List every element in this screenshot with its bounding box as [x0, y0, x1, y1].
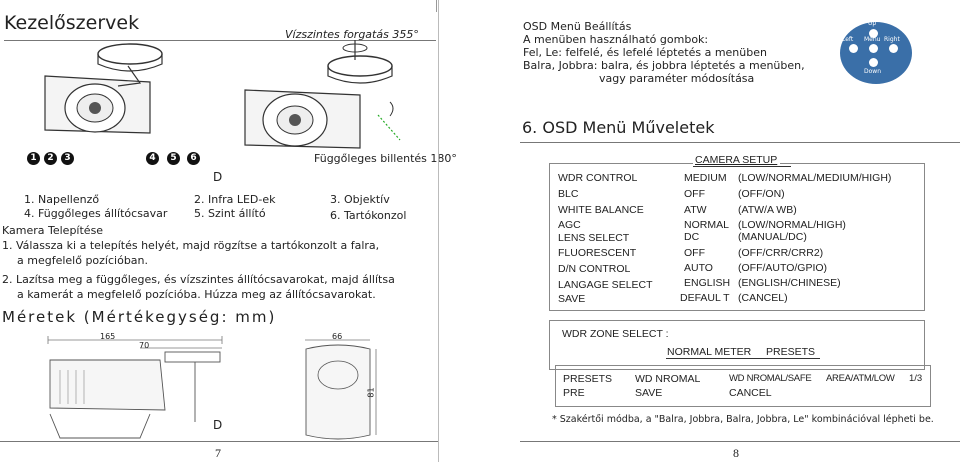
setup-options-fluorescent: (OFF/CRR/CRR2)	[738, 247, 824, 259]
page-divider	[438, 0, 439, 462]
setup-value-lens-select[interactable]: DC	[684, 231, 700, 243]
osd-line-4: vagy paraméter módosítása	[599, 72, 755, 85]
setup-value-white-balance[interactable]: ATW	[684, 204, 707, 216]
marker-6: 6	[187, 152, 200, 165]
setup-options-wdr-control: (LOW/NORMAL/MEDIUM/HIGH)	[738, 172, 892, 184]
setup-value-agc[interactable]: NORMAL	[684, 219, 729, 231]
vertical-tilt-label: Függőleges billentés 180°	[314, 152, 457, 165]
legend-5: 5. Szint állító	[194, 207, 266, 220]
osd-line-2: Fel, Le: felfelé, és lefelé léptetés a menüben	[523, 46, 767, 59]
presets-row2-col1: PRE	[563, 387, 585, 399]
dimension-drawing-front	[300, 335, 390, 445]
marker-1: 1	[27, 152, 40, 165]
dim-165: 165	[100, 332, 116, 341]
wdr-zone-title: WDR ZONE SELECT :	[562, 328, 669, 340]
osd-title: OSD Menü Beállítás	[523, 20, 632, 33]
setup-options-dn-control: (OFF/AUTO/GPIO)	[738, 262, 828, 274]
dim-70: 70	[139, 341, 150, 350]
setup-options-agc: (LOW/NORMAL/HIGH)	[738, 219, 846, 231]
osd-line-3: Balra, Jobbra: balra, és jobbra léptetés a menüben,	[523, 59, 805, 72]
dimension-drawing-side	[40, 330, 230, 440]
install-step-2-cont: a kamerát a megfelelő pozícióba. Húzza meg az állítócsavarokat.	[17, 288, 376, 301]
setup-key-wdr-control: WDR CONTROL	[558, 172, 638, 184]
pad-down-button[interactable]	[869, 58, 878, 67]
pad-up-label: Up	[868, 20, 877, 27]
wdr-normal-meter-underline	[666, 358, 820, 359]
setup-value-wdr-control[interactable]: MEDIUM	[684, 172, 727, 184]
setup-value-dn-control[interactable]: AUTO	[684, 262, 713, 274]
presets-row2-col2[interactable]: SAVE	[635, 387, 663, 399]
setup-options-blc: (OFF/ON)	[738, 188, 785, 200]
osd-line-1: A menüben használható gombok:	[523, 33, 709, 46]
setup-options-lens-select: (MANUAL/DC)	[738, 231, 807, 243]
setup-key-blc: BLC	[558, 188, 579, 200]
legend-1: 1. Napellenző	[24, 193, 100, 206]
dim-81: 81	[366, 387, 376, 398]
pad-down-label: Down	[864, 68, 882, 75]
setup-key-dn-control: D/N CONTROL	[558, 263, 631, 275]
camera-setup-header: CAMERA SETUP	[693, 154, 780, 166]
right-page-number: 8	[733, 446, 739, 460]
setup-key-fluorescent: FLUORESCENT	[558, 247, 637, 259]
setup-key-agc: AGC	[558, 219, 581, 231]
dimensions-title: Méretek (Mértékegység: mm)	[2, 308, 277, 326]
horizontal-rotation-label: Vízszintes forgatás 355°	[285, 28, 419, 41]
pad-left-label: Left	[842, 36, 854, 43]
install-step-2: 2. Lazítsa meg a függőleges, és vízszintes állítócsavarokat, majd állítsa	[2, 273, 395, 286]
legend-6: 6. Tartókonzol	[330, 209, 407, 222]
camera-illustration-right	[240, 40, 400, 150]
install-title: Kamera Telepítése	[2, 224, 104, 237]
pad-right-button[interactable]	[889, 44, 898, 53]
setup-options-language-select: (ENGLISH/CHINESE)	[738, 277, 841, 289]
camera-illustration-left	[40, 38, 170, 138]
setup-key-lens-select: LENS SELECT	[558, 232, 630, 244]
setup-key-white-balance: WHITE BALANCE	[558, 204, 644, 216]
wdr-normal-meter[interactable]: NORMAL METER	[667, 346, 752, 358]
marker-3: 3	[61, 152, 74, 165]
setup-key-save: SAVE	[558, 293, 586, 305]
legend-4: 4. Függőleges állítócsavar	[24, 207, 168, 220]
setup-value-blc[interactable]: OFF	[684, 188, 705, 200]
left-footer-line	[0, 441, 438, 442]
presets-row1-col2[interactable]: WD NROMAL	[635, 373, 701, 385]
presets-row1-col4[interactable]: AREA/ATM/LOW	[826, 373, 895, 384]
top-right-border	[436, 0, 437, 12]
presets-row1-col5: 1/3	[909, 373, 923, 384]
setup-options-white-balance: (ATW/A WB)	[738, 204, 797, 216]
presets-box	[555, 365, 931, 407]
label-d-bottom: D	[213, 418, 223, 432]
wdr-presets[interactable]: PRESETS	[766, 346, 816, 358]
section-title-controls: Kezelőszervek	[4, 12, 140, 34]
marker-5: 5	[167, 152, 180, 165]
dim-66: 66	[332, 332, 343, 341]
pad-right-label: Right	[884, 36, 900, 43]
legend-2: 2. Infra LED-ek	[194, 193, 276, 206]
label-d-top: D	[213, 170, 223, 184]
install-step-1-cont: a megfelelő pozícióban.	[17, 254, 149, 267]
setup-options-save: (CANCEL)	[738, 292, 788, 304]
presets-row1-col3[interactable]: WD NROMAL/SAFE	[729, 373, 812, 384]
osd-section-rule	[520, 142, 960, 143]
presets-row1-col1: PRESETS	[563, 373, 613, 385]
install-step-1: 1. Válassza ki a telepítés helyét, majd rögzítse a tartókonzolt a falra,	[2, 239, 380, 252]
camera-setup-header-underline	[693, 166, 791, 167]
setup-value-fluorescent[interactable]: OFF	[684, 247, 705, 259]
right-footer-line	[520, 441, 960, 442]
setup-value-save[interactable]: DEFAUL T	[680, 292, 730, 304]
left-page-number: 7	[215, 446, 221, 460]
setup-key-language-select: LANGAGE SELECT	[558, 279, 653, 291]
marker-4: 4	[146, 152, 159, 165]
footnote: * Szakértői módba, a "Balra, Jobbra, Balra, Jobbra, Le" kombinációval lépheti be.	[552, 414, 934, 425]
legend-3: 3. Objektív	[330, 193, 390, 206]
osd-section-title: 6. OSD Menü Műveletek	[522, 118, 715, 137]
setup-value-language-select[interactable]: ENGLISH	[684, 277, 731, 289]
marker-2: 2	[44, 152, 57, 165]
pad-left-button[interactable]	[849, 44, 858, 53]
pad-menu-label: Menu	[864, 36, 881, 43]
presets-row2-col3[interactable]: CANCEL	[729, 387, 772, 399]
pad-menu-button[interactable]	[869, 44, 878, 53]
